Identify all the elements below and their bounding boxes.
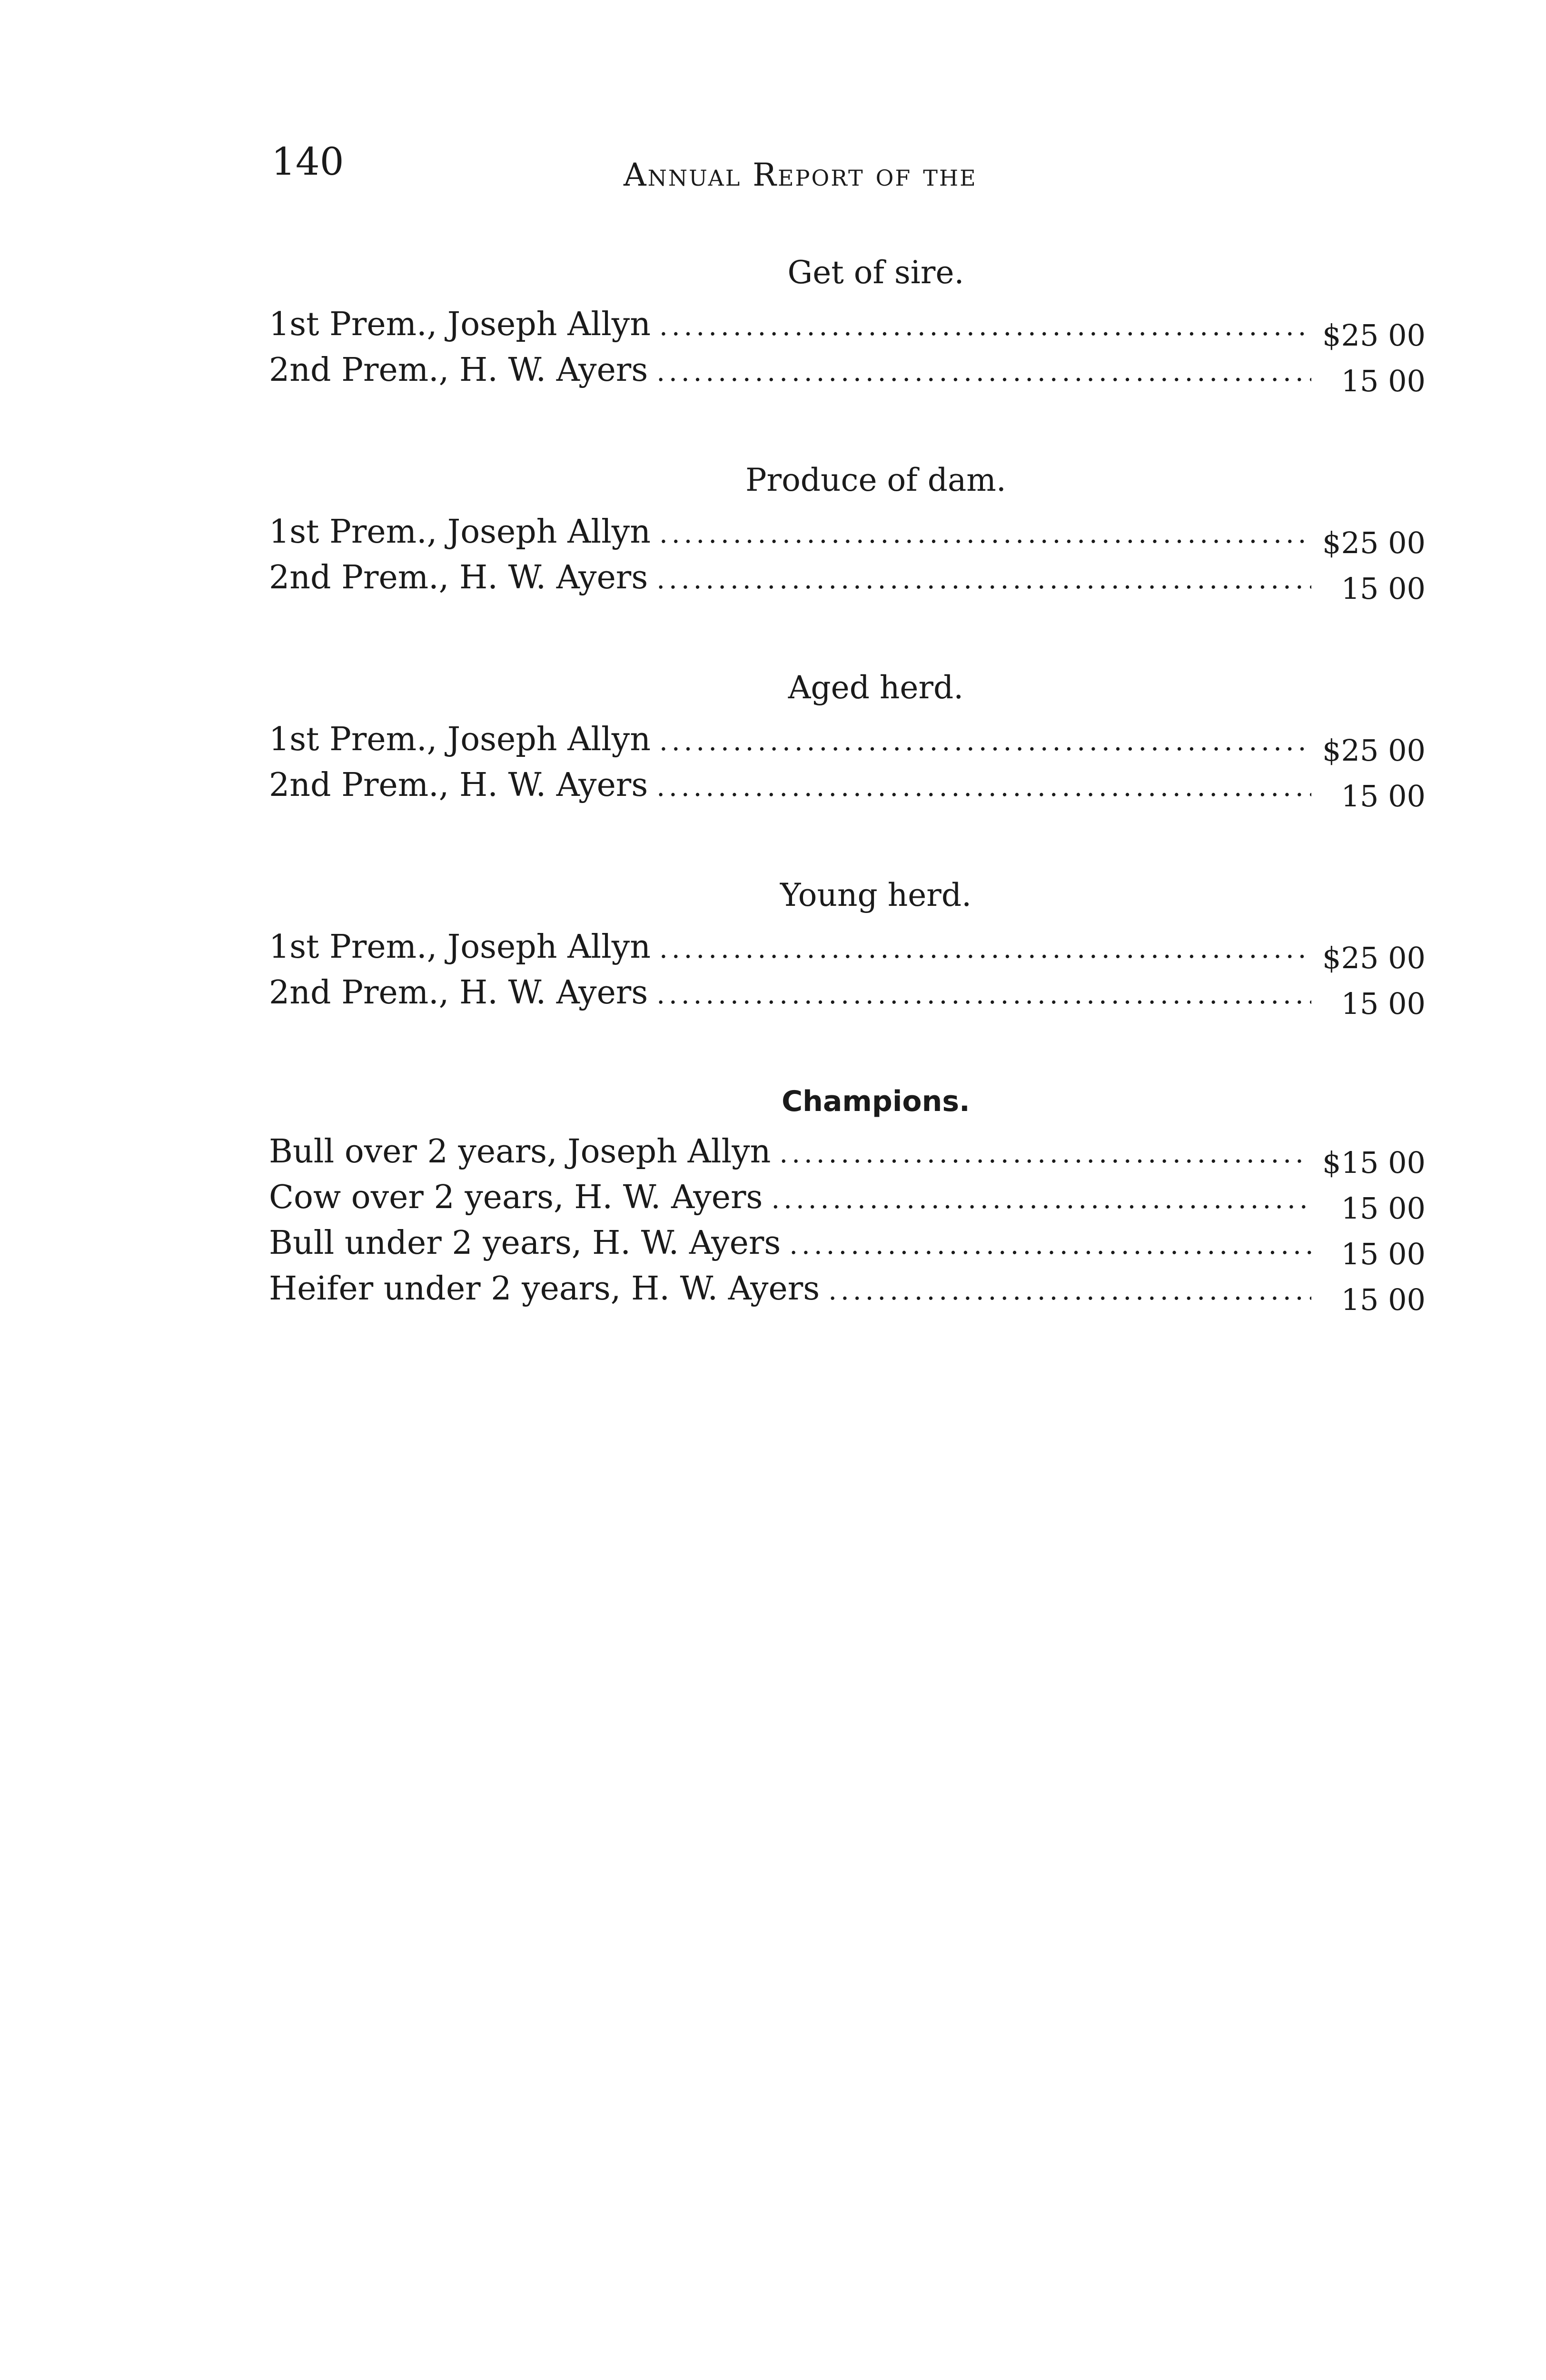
entry-amount: $25 00 (1322, 526, 1426, 560)
entry-label: 2nd Prem., H. W. Ayers (269, 559, 648, 596)
entry-amount: 15 00 (1341, 779, 1426, 813)
entry-amount: $25 00 (1322, 941, 1426, 975)
dot-leader (656, 764, 1311, 810)
entry-label: 1st Prem., Joseph Allyn (269, 513, 651, 551)
entry-row (269, 1220, 1426, 1271)
entry-label: 1st Prem., Joseph Allyn (269, 306, 651, 343)
premium-list (269, 254, 1426, 1383)
entry-amount: $25 00 (1322, 733, 1426, 768)
entry-amount: 15 00 (1341, 1237, 1426, 1271)
entry-label: 2nd Prem., H. W. Ayers (269, 351, 648, 389)
entry-label: Cow over 2 years, H. W. Ayers (269, 1179, 763, 1216)
entry-row (269, 1266, 1426, 1317)
entry-row (269, 302, 1426, 353)
entry-row (269, 970, 1426, 1021)
dot-leader (789, 1222, 1311, 1268)
entry-row (269, 1129, 1426, 1180)
entry-label: 2nd Prem., H. W. Ayers (269, 766, 648, 804)
entry-amount: 15 00 (1341, 1282, 1426, 1317)
entry-row (269, 763, 1426, 813)
section-get-of-sire (269, 254, 1426, 398)
entry-amount: $25 00 (1322, 318, 1426, 353)
section-heading: Aged herd. (788, 669, 964, 706)
dot-leader (659, 926, 1308, 972)
entry-amount: 15 00 (1341, 986, 1426, 1021)
section-produce-of-dam (269, 462, 1426, 606)
dot-leader (779, 1131, 1308, 1177)
dot-leader (659, 511, 1308, 557)
entry-row (269, 717, 1426, 768)
entry-row (269, 347, 1426, 398)
section-champions (269, 1085, 1426, 1317)
entry-row (269, 509, 1426, 560)
dot-leader (659, 304, 1308, 349)
dot-leader (659, 719, 1308, 764)
dot-leader (828, 1268, 1311, 1314)
dot-leader (656, 349, 1311, 395)
entry-label: Bull under 2 years, H. W. Ayers (269, 1224, 781, 1262)
section-heading: Champions. (782, 1085, 970, 1118)
section-heading: Get of sire. (787, 254, 964, 291)
dot-leader (656, 972, 1311, 1018)
section-heading: Young herd. (780, 877, 972, 913)
entry-amount: $15 00 (1322, 1145, 1426, 1180)
entry-amount: 15 00 (1341, 571, 1426, 606)
section-aged-herd (269, 669, 1426, 813)
dot-leader (771, 1177, 1311, 1222)
running-title: Annual Report of the (624, 157, 977, 193)
entry-label: 2nd Prem., H. W. Ayers (269, 974, 648, 1012)
entry-row (269, 1175, 1426, 1226)
page-number: 140 (271, 139, 344, 184)
entry-amount: 15 00 (1341, 364, 1426, 398)
section-heading: Produce of dam. (745, 462, 1006, 498)
entry-label: Bull over 2 years, Joseph Allyn (269, 1133, 771, 1170)
section-young-herd (269, 877, 1426, 1021)
entry-row (269, 555, 1426, 606)
entry-row (269, 924, 1426, 975)
entry-amount: 15 00 (1341, 1191, 1426, 1226)
entry-label: 1st Prem., Joseph Allyn (269, 928, 651, 966)
entry-label: Heifer under 2 years, H. W. Ayers (269, 1270, 820, 1308)
entry-label: 1st Prem., Joseph Allyn (269, 721, 651, 758)
dot-leader (656, 557, 1311, 603)
